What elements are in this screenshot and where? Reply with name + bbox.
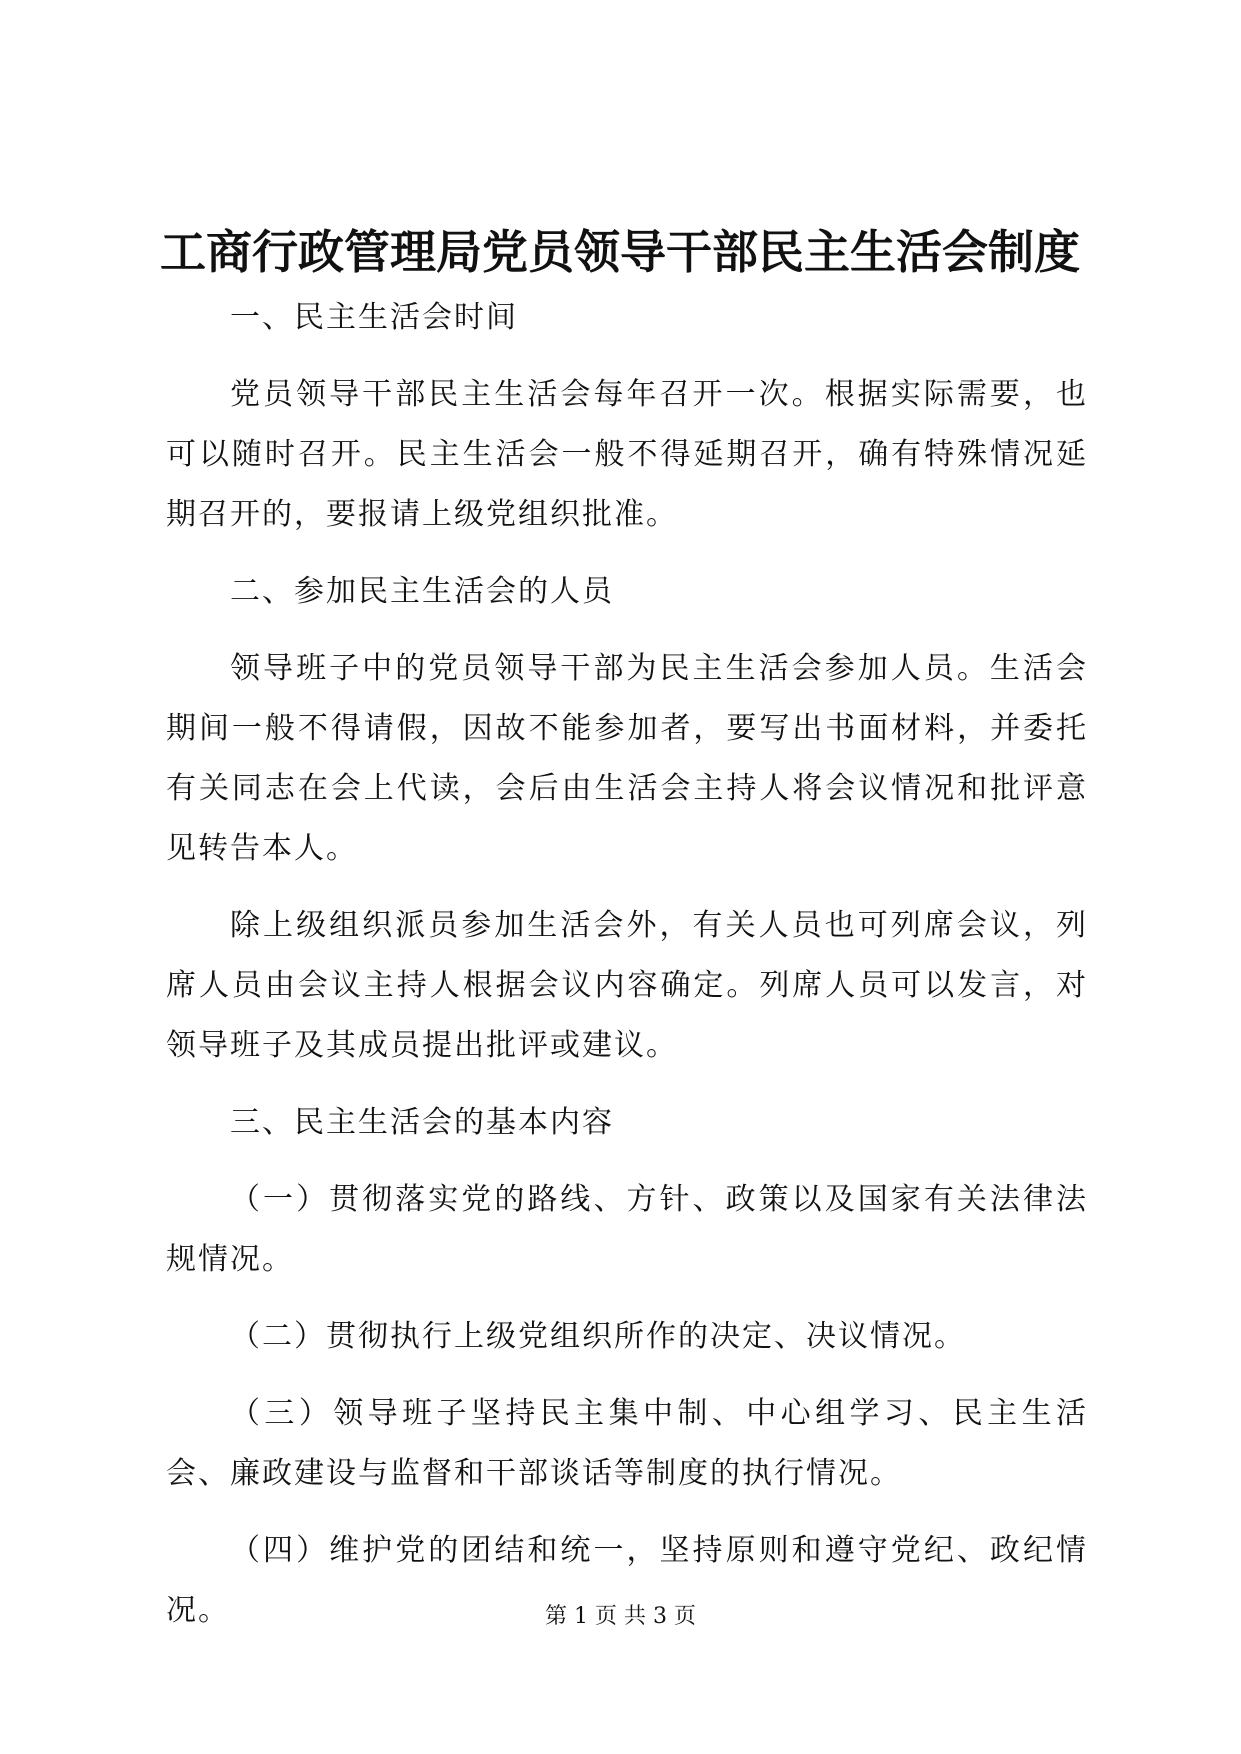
- document-body: [166, 288, 1088, 1658]
- list-item-1: （一）贯彻落实党的路线、方针、政策以及国家有关法律法规情况。: [166, 1182, 1088, 1277]
- paragraph-participants: 领导班子中的党员领导干部为民主生活会参加人员。生活会期间一般不得请假，因故不能参加者，要写出书面材料，并委托有关同志在会上代读，会后由生活会主持人将会议情况和批评意见转告本人。: [166, 651, 1088, 866]
- list-item-4: （四）维护党的团结和统一，坚持原则和遵守党纪、政纪情况。: [166, 1533, 1088, 1628]
- section-heading-2: 二、参加民主生活会的人员: [230, 574, 614, 609]
- document-title: 工商行政管理局党员领导干部民主生活会制度: [160, 225, 1080, 279]
- list-item-2: （二）贯彻执行上级党组织所作的决定、决议情况。: [230, 1319, 966, 1354]
- section-heading-3: 三、民主生活会的基本内容: [230, 1105, 614, 1140]
- paragraph-meeting-time: 党员领导干部民主生活会每年召开一次。根据实际需要，也可以随时召开。民主生活会一般不得延期召开，确有特殊情况延期召开的，要报请上级党组织批准。: [166, 377, 1088, 532]
- page-footer: 第 1 页 共 3 页: [545, 1604, 696, 1629]
- paragraph-observers: 除上级组织派员参加生活会外，有关人员也可列席会议，列席人员由会议主持人根据会议内容确定。列席人员可以发言，对领导班子及其成员提出批评或建议。: [166, 908, 1088, 1063]
- list-item-3: （三）领导班子坚持民主集中制、中心组学习、民主生活会、廉政建设与监督和干部谈话等制度的执行情况。: [166, 1396, 1088, 1491]
- section-heading-1: 一、民主生活会时间: [230, 300, 518, 335]
